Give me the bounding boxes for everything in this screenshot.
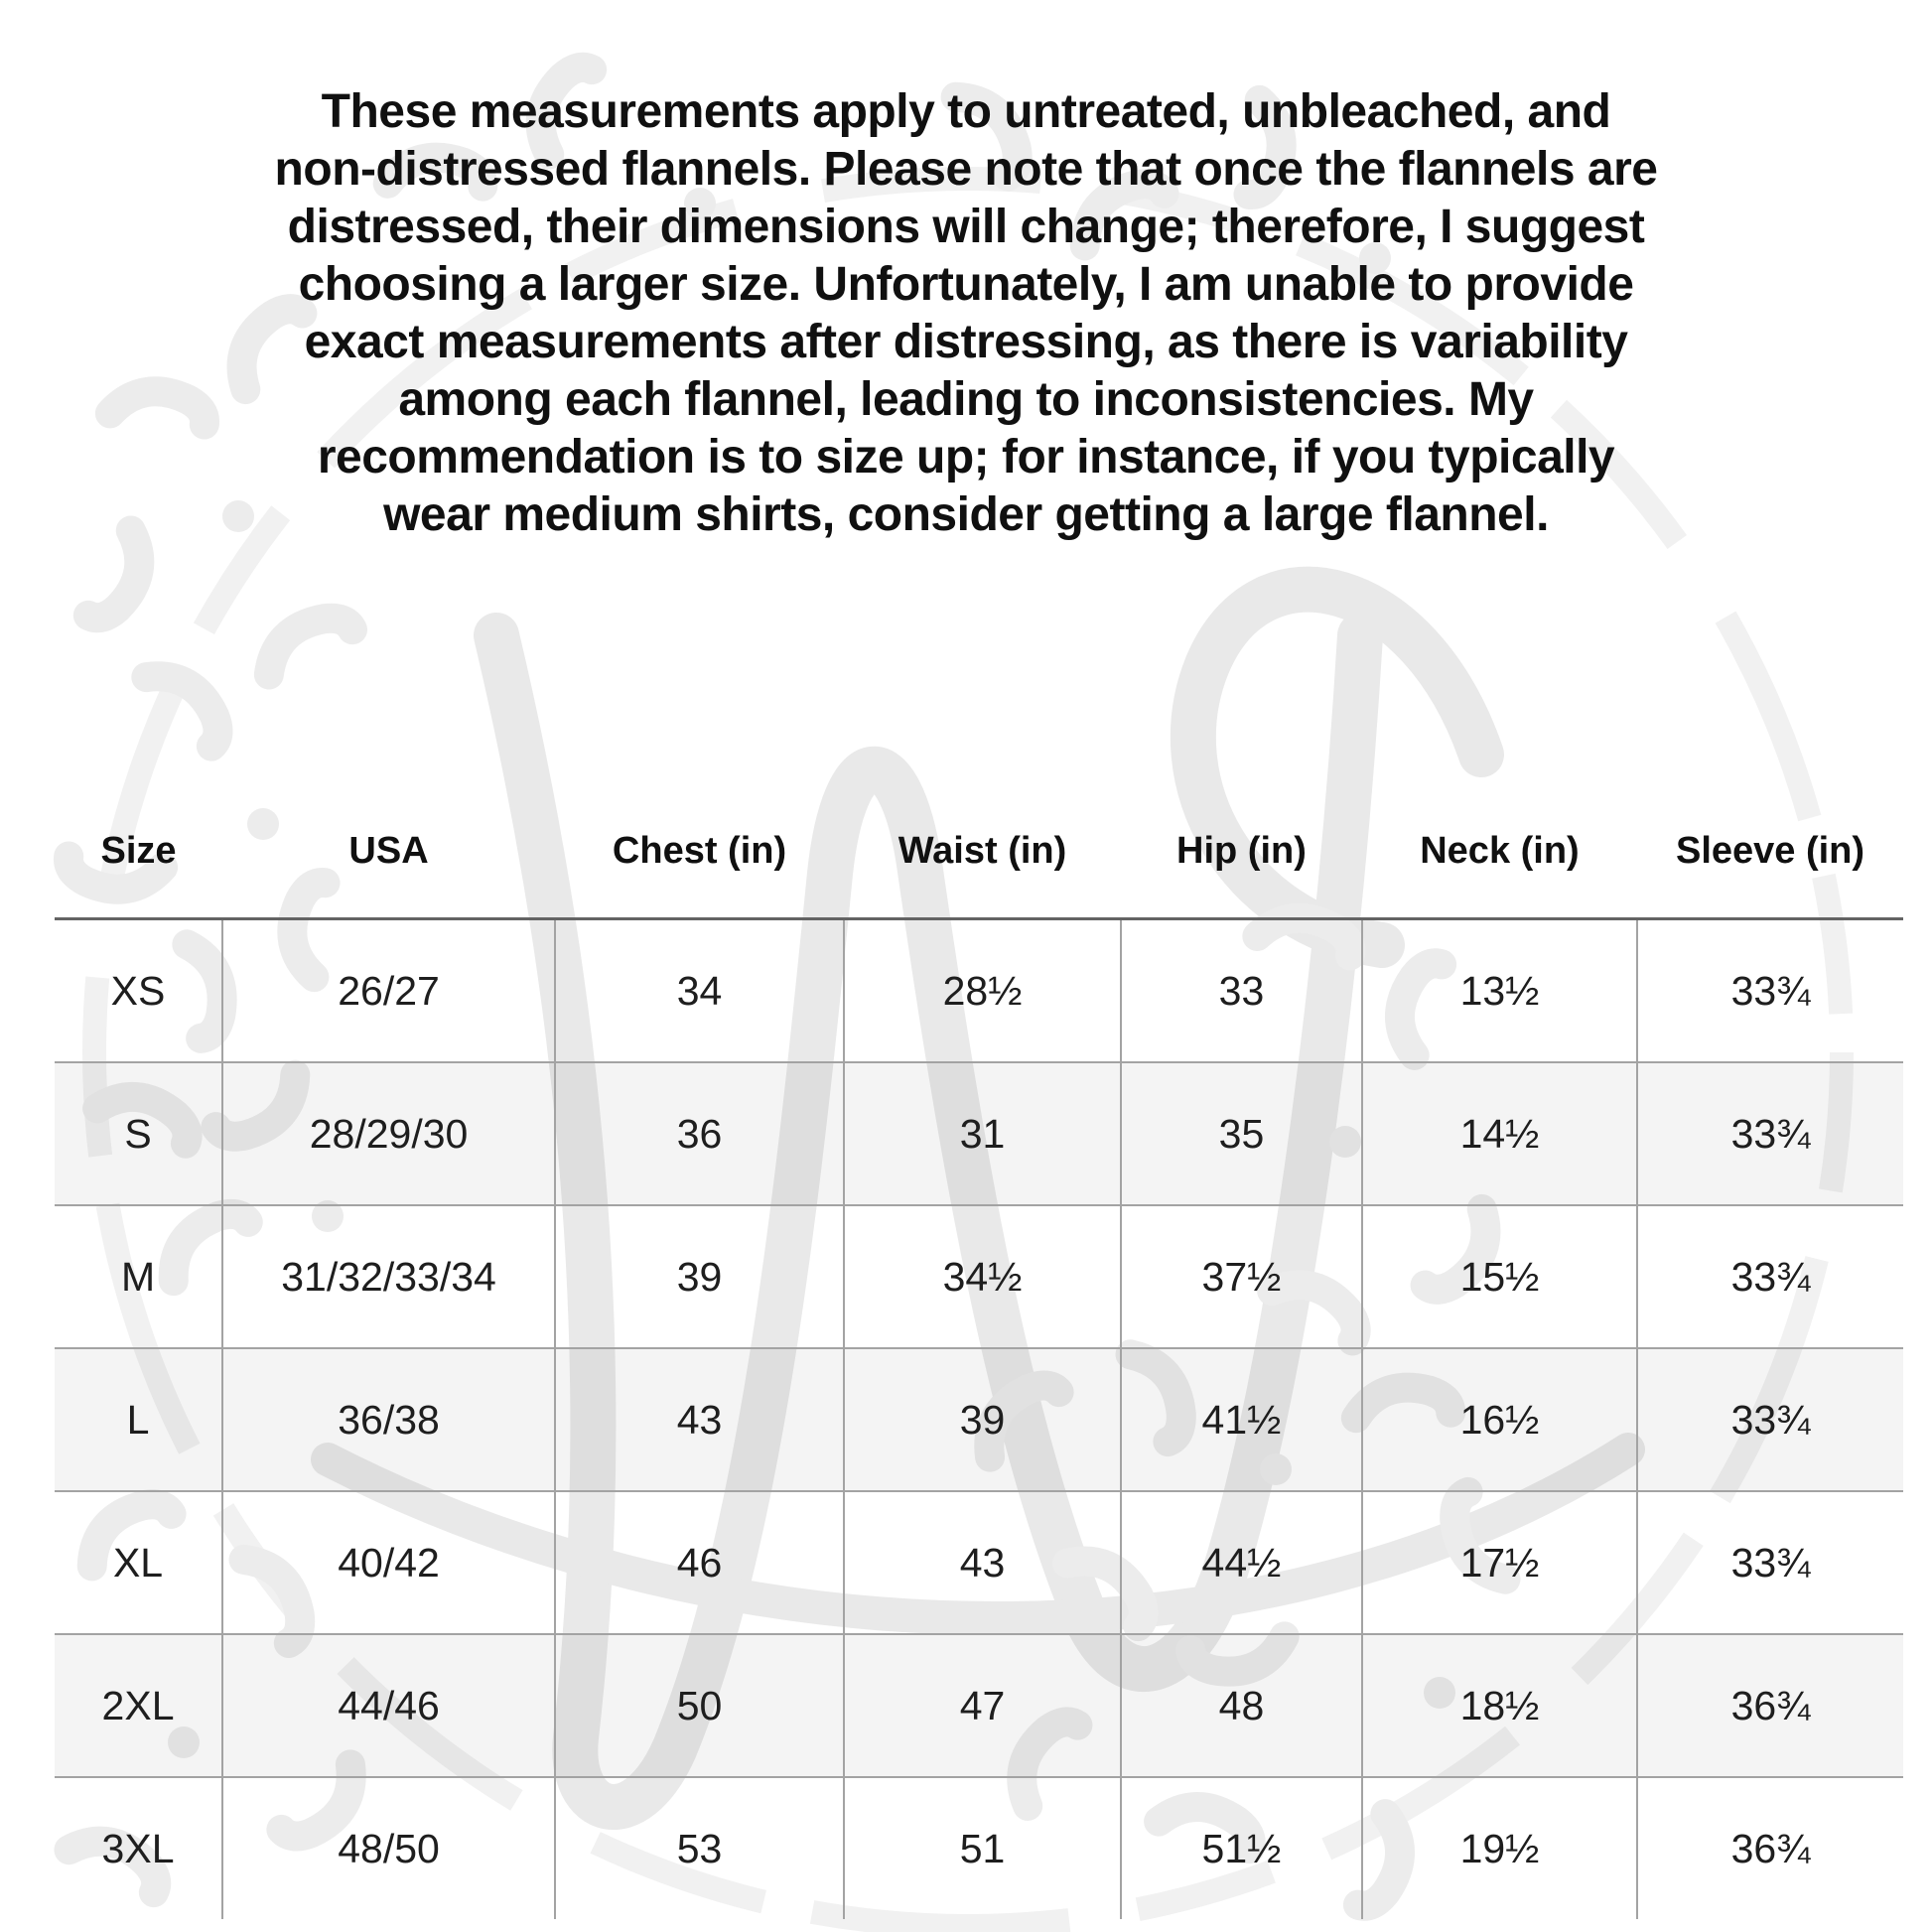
column-header: Neck (in) [1362, 784, 1637, 919]
measurement-cell: 53 [555, 1777, 844, 1919]
table-row [55, 919, 1903, 1063]
measurement-cell: 47 [844, 1634, 1121, 1777]
measurement-cell: 14½ [1362, 1062, 1637, 1205]
column-header: Size [55, 784, 222, 919]
measurement-cell: 31 [844, 1062, 1121, 1205]
measurement-cell: 46 [555, 1491, 844, 1634]
size-cell: L [55, 1348, 222, 1491]
measurement-cell: 17½ [1362, 1491, 1637, 1634]
measurement-cell: 36¾ [1637, 1634, 1903, 1777]
measurement-cell: 31/32/33/34 [222, 1205, 555, 1348]
intro-line: These measurements apply to untreated, unbleached, and [321, 85, 1611, 138]
measurement-cell: 33¾ [1637, 1062, 1903, 1205]
size-cell: XL [55, 1491, 222, 1634]
measurement-cell: 43 [844, 1491, 1121, 1634]
column-header: USA [222, 784, 555, 919]
size-cell: M [55, 1205, 222, 1348]
table-row [55, 1634, 1903, 1777]
measurement-cell: 41½ [1121, 1348, 1362, 1491]
table-header-row [55, 784, 1903, 919]
column-header: Waist (in) [844, 784, 1121, 919]
size-cell: XS [55, 919, 222, 1063]
table-row [55, 1491, 1903, 1634]
measurement-cell: 35 [1121, 1062, 1362, 1205]
table-row [55, 1205, 1903, 1348]
measurement-cell: 16½ [1362, 1348, 1637, 1491]
measurement-cell: 19½ [1362, 1777, 1637, 1919]
measurement-cell: 37½ [1121, 1205, 1362, 1348]
measurement-cell: 48 [1121, 1634, 1362, 1777]
intro-line: recommendation is to size up; for instance, if you typically [317, 431, 1615, 483]
size-chart-table [55, 784, 1903, 1919]
measurement-cell: 51 [844, 1777, 1121, 1919]
intro-line: non-distressed flannels. Please note that once the flannels are [274, 143, 1658, 196]
table-body [55, 919, 1903, 1920]
measurement-cell: 48/50 [222, 1777, 555, 1919]
measurement-cell: 13½ [1362, 919, 1637, 1063]
column-header: Hip (in) [1121, 784, 1362, 919]
intro-line: choosing a larger size. Unfortunately, I am unable to provide [298, 258, 1634, 311]
intro-line: wear medium shirts, consider getting a large flannel. [383, 488, 1549, 541]
table-row [55, 1062, 1903, 1205]
measurement-cell: 43 [555, 1348, 844, 1491]
measurement-cell: 33¾ [1637, 1205, 1903, 1348]
column-header: Chest (in) [555, 784, 844, 919]
measurement-cell: 36 [555, 1062, 844, 1205]
measurement-cell: 36¾ [1637, 1777, 1903, 1919]
measurement-cell: 44½ [1121, 1491, 1362, 1634]
size-cell: 3XL [101, 1825, 175, 1871]
intro-line: distressed, their dimensions will change; therefore, I suggest [287, 201, 1645, 253]
size-cell: S [55, 1062, 222, 1205]
intro-line: among each flannel, leading to inconsistencies. My [398, 373, 1534, 426]
intro-text [0, 83, 1932, 544]
measurement-cell: 36/38 [222, 1348, 555, 1491]
measurement-cell: 18½ [1362, 1634, 1637, 1777]
measurement-cell: 39 [844, 1348, 1121, 1491]
measurement-cell: 28/29/30 [222, 1062, 555, 1205]
size-cell: 2XL [55, 1634, 222, 1777]
measurement-cell: 33¾ [1637, 919, 1903, 1063]
measurement-cell: 34½ [844, 1205, 1121, 1348]
measurement-cell: 50 [555, 1634, 844, 1777]
measurement-cell: 28½ [844, 919, 1121, 1063]
measurement-cell: 33 [1121, 919, 1362, 1063]
intro-line: exact measurements after distressing, as there is variability [304, 316, 1628, 368]
measurement-cell: 51½ [1121, 1777, 1362, 1919]
column-header: Sleeve (in) [1637, 784, 1903, 919]
measurement-cell: 34 [555, 919, 844, 1063]
measurement-cell: 39 [555, 1205, 844, 1348]
table-row [55, 1348, 1903, 1491]
measurement-cell: 15½ [1362, 1205, 1637, 1348]
measurement-cell: 33¾ [1637, 1348, 1903, 1491]
measurement-cell: 40/42 [222, 1491, 555, 1634]
table-row [55, 1777, 1903, 1919]
measurement-cell: 33¾ [1637, 1491, 1903, 1634]
measurement-cell: 44/46 [222, 1634, 555, 1777]
measurement-cell: 26/27 [222, 919, 555, 1063]
